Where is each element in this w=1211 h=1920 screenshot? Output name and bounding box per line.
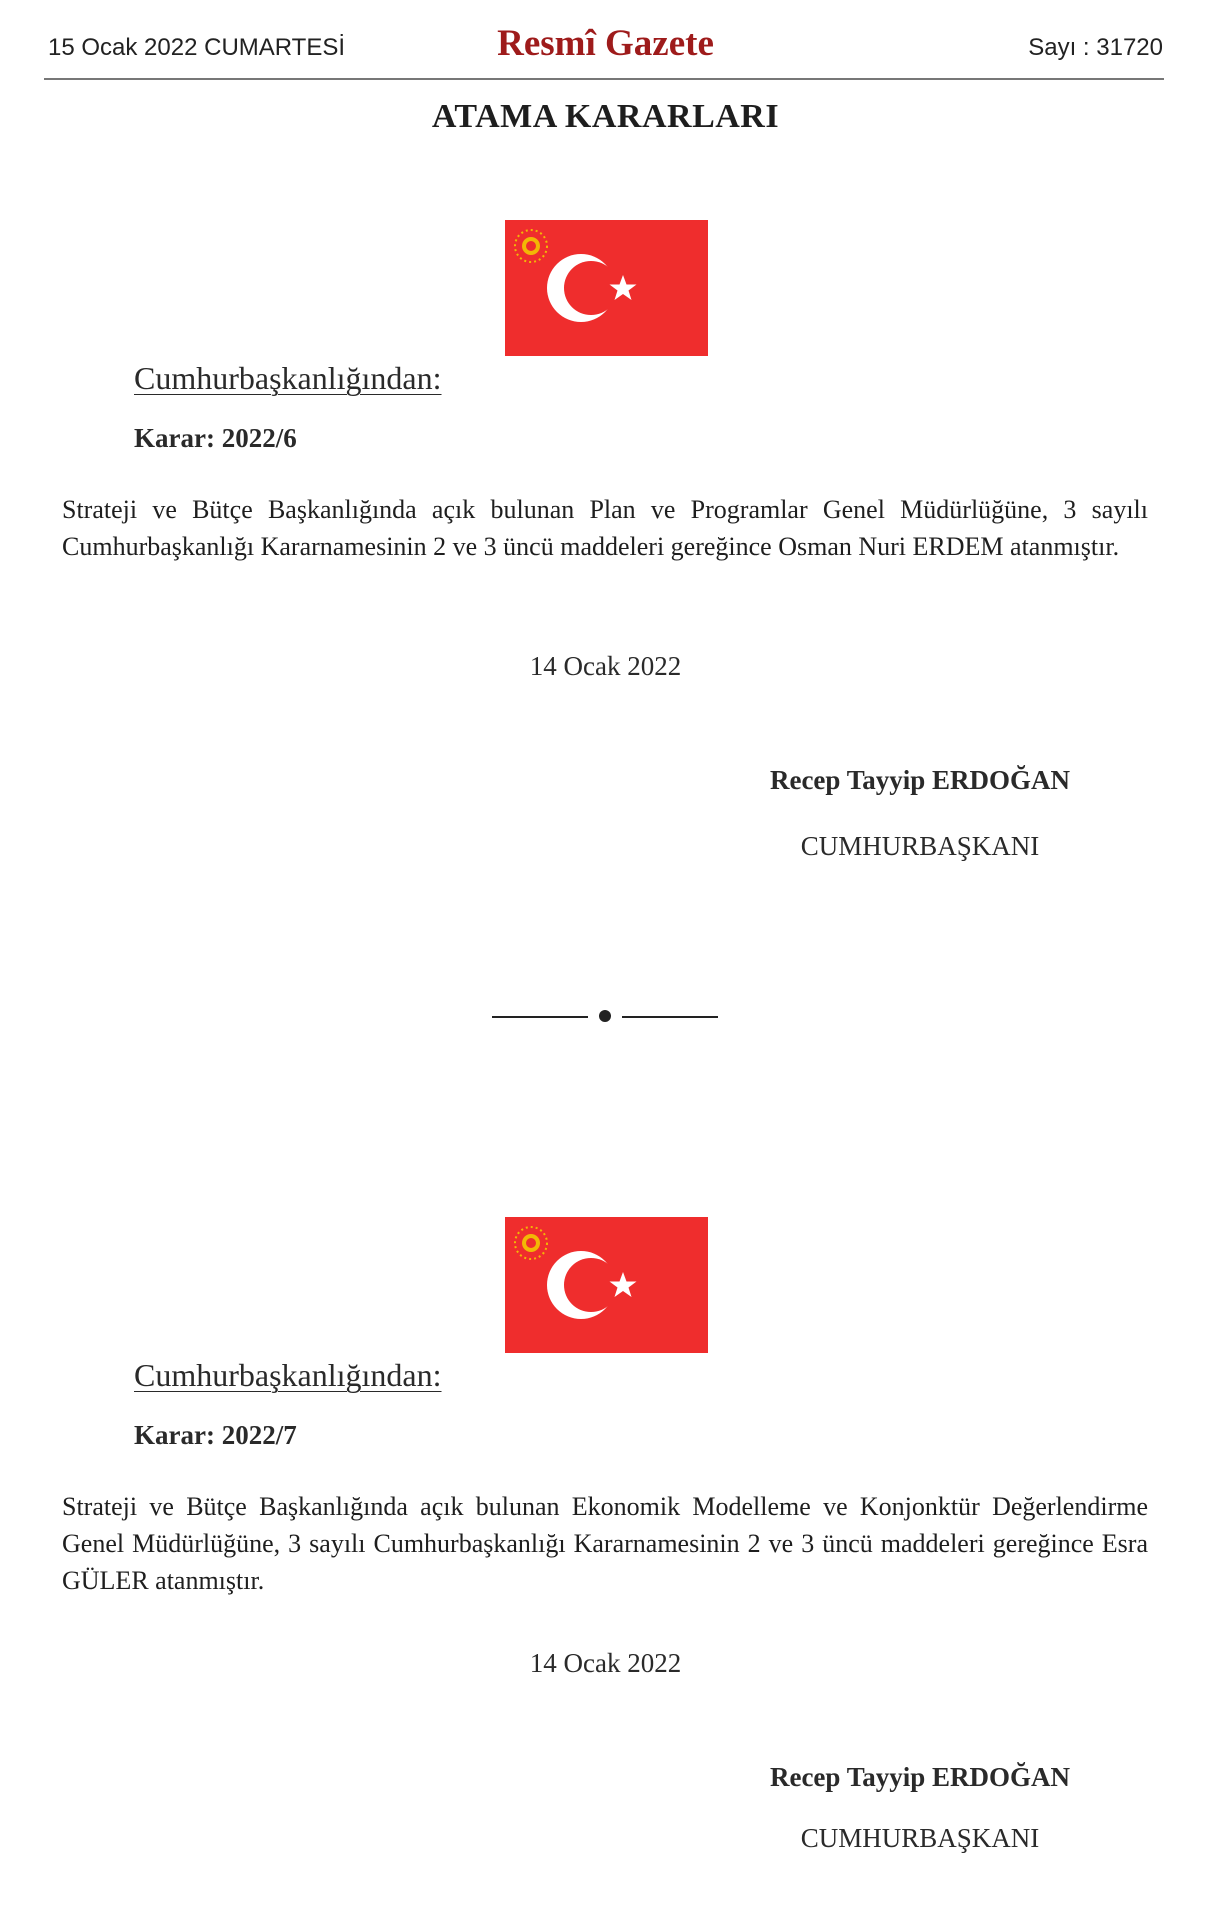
decision-date: 14 Ocak 2022: [529, 651, 682, 681]
signatory-name: Recep Tayyip ERDOĞAN: [769, 1762, 1071, 1792]
decision-number: Karar: 2022/7: [134, 1420, 297, 1450]
signatory-title: CUMHURBAŞKANI: [800, 1823, 1040, 1853]
issue-number: Sayı : 31720: [1028, 34, 1163, 61]
signatory-name: Recep Tayyip ERDOĞAN: [769, 765, 1071, 795]
office-heading: Cumhurbaşkanlığından:: [134, 1357, 442, 1393]
office-heading: Cumhurbaşkanlığından:: [134, 360, 442, 396]
header-rule: [44, 78, 1164, 80]
divider-dot-icon: [599, 1010, 611, 1022]
decision-number: Karar: 2022/6: [134, 423, 297, 453]
decision-body: Strateji ve Bütçe Başkanlığında açık bulunan Plan ve Programlar Genel Müdürlüğüne, 3 sayılı Cumhurbaşkanlığı Kararnamesinin 2 ve 3 üncü maddeleri gereğince Osman Nuri ERDEM atanmıştır.: [62, 495, 1148, 561]
decision-date: 14 Ocak 2022: [529, 1648, 682, 1678]
section-title: ATAMA KARARLARI: [431, 98, 780, 135]
header-date: 15 Ocak 2022 CUMARTESİ: [48, 34, 346, 61]
presidential-flag-icon: [505, 220, 708, 356]
gazette-title: Resmî Gazete: [497, 23, 714, 64]
section-divider: [490, 1005, 720, 1025]
signatory-title: CUMHURBAŞKANI: [800, 831, 1040, 861]
decision-body: Strateji ve Bütçe Başkanlığında açık bulunan Ekonomik Modelleme ve Konjonktür Değerlendirme Genel Müdürlüğüne, 3 sayılı Cumhurbaşkanlığı Kararnamesinin 2 ve 3 üncü maddeleri gereğince Esra GÜLER atanmıştır.: [62, 1492, 1148, 1595]
presidential-flag-icon: [505, 1217, 708, 1353]
